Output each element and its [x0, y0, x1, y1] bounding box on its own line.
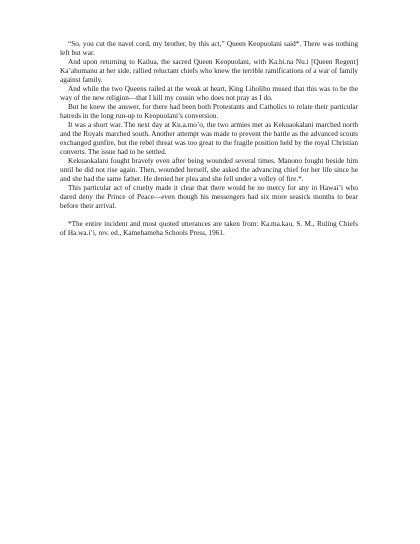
footnote: *The entire incident and most quoted utterances are taken from: Ka.ma.kau, S. M., Ruling Chiefs of Ha.wa.i’i, rev. ed., Kamehameha Schools Press, 1961.: [60, 220, 358, 237]
paragraph-1: “So, you cut the navel cord, my brother, by this act,” Queen Keopuolani said*. There was nothing left but war.: [60, 40, 358, 57]
paragraph-5: It was a short war. The next day at Ku.a.mo’o, the two armies met as Kekuaokalani marched north and the Royals marched south. Another attempt was made to prevent the battle as the advanced scouts exchanged gunfire, but the rebel threat was too great to the fragile position held by the royal Christian converts. The issue had to be settled.: [60, 121, 358, 156]
paragraph-6: Kekuaokalani fought bravely even after being wounded several times. Manono fought beside him until he did not rise again. Then, wounded herself, she asked the advancing chief for her life since he and she had the same father. He denied her plea and she fell under a volley of fire.*.: [60, 157, 358, 183]
paragraph-3: And while the two Queens railed at the weak at heart, King Liholiho mused that this was to be the way of the new religion—that I kill my cousin who does not pray as I do.: [60, 85, 358, 102]
paragraph-4: But he knew the answer, for there had been both Protestants and Catholics to relate their particular hatreds in the long run-up to Keopuolani’s conversion.: [60, 103, 358, 120]
paragraph-7: This particular act of cruelty made it clear that there would be no mercy for any in Hawai’i who dared deny the Prince of Peace—even though his messengers had six more seasick months to bear before their arrival.: [60, 184, 358, 210]
paragraph-2: And upon returning to Kailua, the sacred Queen Keopuolani, with Ka.hi.na Nu.i [Queen Regent] Ka’ahumanu at her side, rallied reluctant chiefs who knew the terrible ramifications of a war of family against family.: [60, 58, 358, 84]
body-text: [60, 40, 358, 238]
